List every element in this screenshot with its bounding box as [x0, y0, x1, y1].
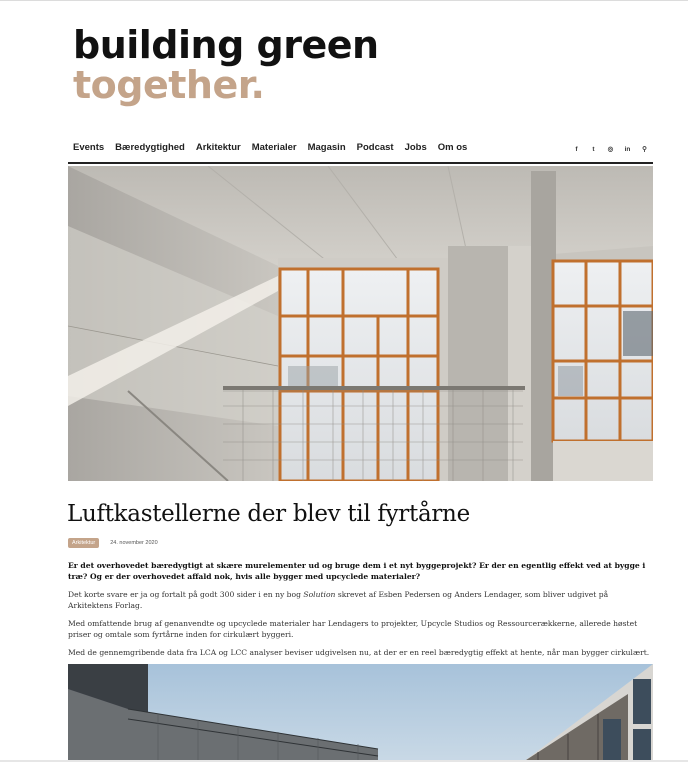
site-logo[interactable]: [73, 23, 379, 107]
paragraph-1-text-b: skrevet af Esben Pedersen og Anders Lendager, som bliver udgivet på Arkitektens Forlag.: [68, 590, 609, 610]
publish-date: 24. november 2020: [110, 540, 158, 546]
logo-line-1: building green: [73, 23, 379, 67]
logo-line-2: together.: [73, 63, 265, 107]
nav-item-arkitektur[interactable]: Arkitektur: [195, 142, 241, 153]
article-image-2: [68, 664, 653, 762]
paragraph-1-text-a: Det korte svare er ja og fortalt på godt 300 sider i en ny bog: [68, 590, 304, 599]
article-lead: Er det overhovedet bæredygtigt at skære murelementer ud og bruge dem i et nyt byggeprojekt? Er der en egentlig effekt ved at bygge i træ? Og er der overhovedet affald nok, hvis alle bygger med upcyclede materialer?: [68, 561, 646, 581]
nav-item-jobs[interactable]: Jobs: [404, 142, 427, 153]
article-meta: [68, 538, 158, 548]
nav-divider: [68, 162, 653, 164]
article-paragraph-1: [68, 589, 653, 611]
article-title[interactable]: Luftkastellerne der blev til fyrtårne: [67, 501, 470, 527]
twitter-icon[interactable]: t: [592, 145, 595, 153]
hero-image: [68, 166, 653, 481]
search-icon[interactable]: ⚲: [642, 146, 647, 153]
nav-item-materialer[interactable]: Materialer: [251, 142, 297, 153]
social-links: [573, 145, 648, 153]
linkedin-icon[interactable]: in: [624, 145, 631, 153]
article-paragraph-3: Med de gennemgribende data fra LCA og LCC analyser beviser udgivelsen nu, at der er en reel bæredygtig effekt at hente, når man bygger cirkulært.: [68, 648, 650, 657]
book-title: Solution: [303, 590, 336, 599]
nav-item-magasin[interactable]: Magasin: [307, 142, 346, 153]
top-border: [0, 0, 688, 1]
nav-item-baeredygtighed[interactable]: Bæredygtighed: [115, 142, 185, 153]
main-nav: [73, 142, 467, 153]
facebook-icon[interactable]: f: [575, 145, 578, 153]
nav-item-podcast[interactable]: Podcast: [356, 142, 394, 153]
nav-item-om-os[interactable]: Om os: [437, 142, 468, 153]
instagram-icon[interactable]: ◎: [607, 146, 614, 153]
nav-item-events[interactable]: Events: [73, 142, 105, 153]
article-paragraph-2: Med omfattende brug af genanvendte og upcyclede materialer har Lendagers to projekter, Upcycle Studios og Ressourcerækkerne, allerede høstet priser og omtale som fyrtårne inden for cirkulært byggeri.: [68, 619, 638, 639]
category-tag[interactable]: Arkitektur: [68, 538, 99, 548]
article-body: [68, 560, 653, 665]
